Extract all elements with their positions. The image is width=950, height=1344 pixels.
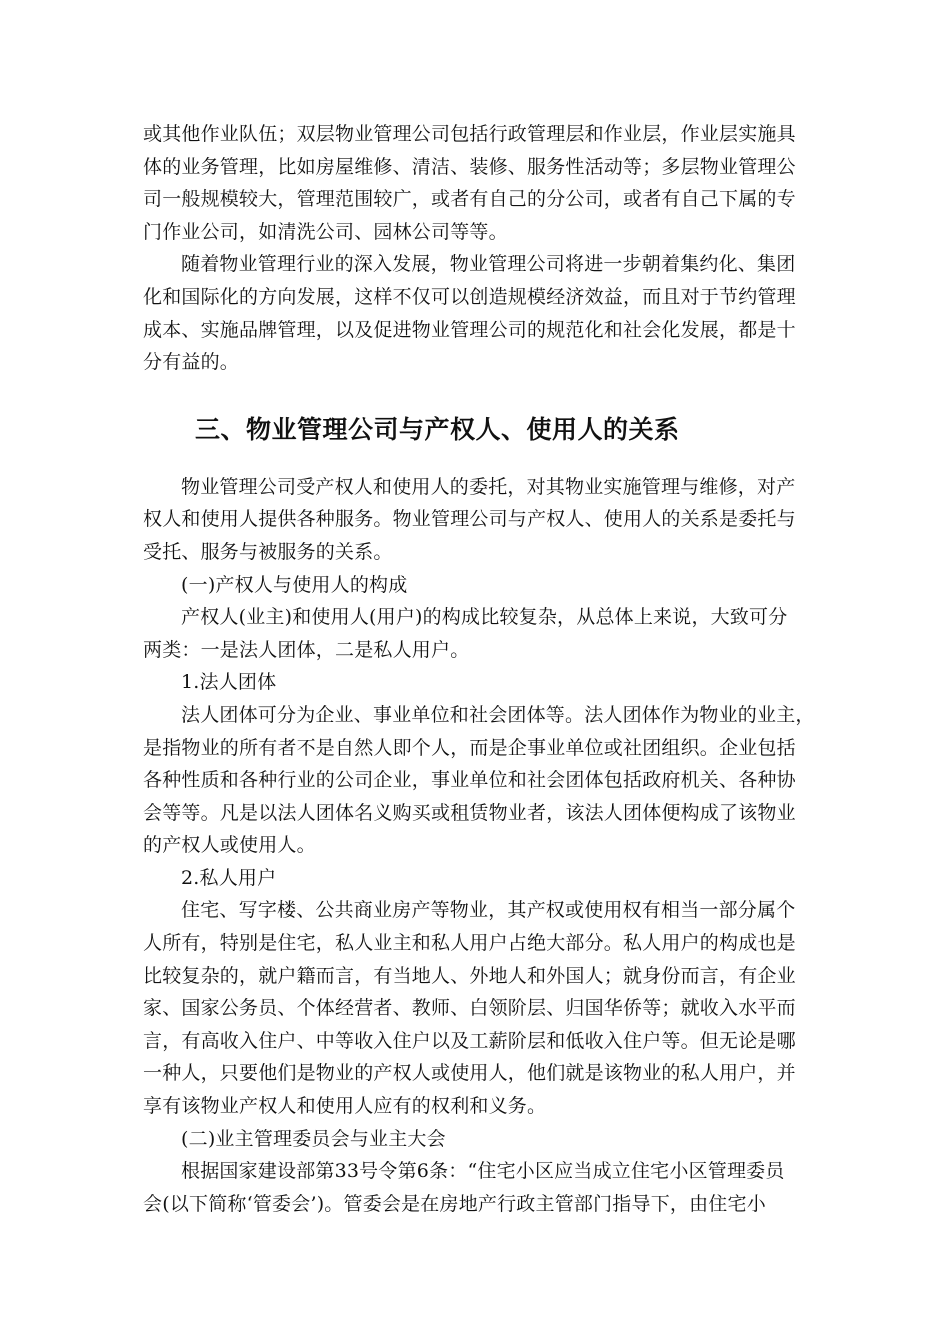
paragraph (143, 894, 813, 1122)
text-line: 比较复杂的，就户籍而言，有当地人、外地人和外国人；就身份而言，有企业 (143, 964, 796, 987)
document-page (143, 118, 813, 1220)
text-line: 成本、实施品牌管理，以及促进物业管理公司的规范化和社会化发展，都是十 (143, 318, 796, 341)
text-line: 物业管理公司受产权人和使用人的委托，对其物业实施管理与维修，对产 (181, 475, 796, 498)
text-line: 人所有，特别是住宅，私人业主和私人用户占绝大部分。私人用户的构成也是 (143, 932, 796, 955)
text-line: 体的业务管理，比如房屋维修、清洁、装修、服务性活动等；多层物业管理公 (143, 155, 796, 178)
text-line: 法人团体可分为企业、事业单位和社会团体等。法人团体作为物业的业主， (181, 703, 815, 726)
text-line: 言，有高收入住户、中等收入住户以及工薪阶层和低收入住户等。但无论是哪 (143, 1029, 796, 1052)
text-line: 会等等。凡是以法人团体名义购买或租赁物业者，该法人团体便构成了该物业 (143, 801, 796, 824)
text-line: 2.私人用户 (181, 866, 277, 889)
text-line: 1.法人团体 (181, 671, 277, 694)
text-line: 或其他作业队伍；双层物业管理公司包括行政管理层和作业层，作业层实施具 (143, 123, 796, 145)
text-line: 司一般规模较大，管理范围较广，或者有自己的分公司，或者有自己下属的专 (143, 188, 796, 211)
text-line: 产权人(业主)和使用人(用户)的构成比较复杂，从总体上来说，大致可分 (181, 606, 788, 629)
text-line: 门作业公司，如清洗公司、园林公司等等。 (143, 220, 508, 243)
paragraph (143, 1155, 813, 1220)
subheading (143, 862, 813, 895)
subheading (143, 569, 813, 602)
text-line: 的产权人或使用人。 (143, 834, 316, 857)
paragraph (143, 699, 813, 862)
section-heading: 三、物业管理公司与产权人、使用人的关系 (195, 414, 680, 444)
text-line: 享有该物业产权人和使用人应有的权利和义务。 (143, 1095, 547, 1118)
paragraph (143, 248, 813, 378)
text-line: (二)业主管理委员会与业主大会 (181, 1127, 446, 1150)
text-line: 随着物业管理行业的深入发展，物业管理公司将进一步朝着集约化、集团 (181, 253, 796, 276)
paragraph (143, 471, 813, 569)
text-line: 化和国际化的方向发展，这样不仅可以创造规模经济效益，而且对于节约管理 (143, 285, 796, 308)
text-line: 分有益的。 (143, 351, 240, 374)
text-line: 会(以下简称‘管委会’)。管委会是在房地产行政主管部门指导下，由住宅小 (143, 1192, 766, 1215)
text-line: 是指物业的所有者不是自然人即个人，而是企事业单位或社团组织。企业包括 (143, 736, 796, 759)
text-line: 权人和使用人提供各种服务。物业管理公司与产权人、使用人的关系是委托与 (143, 508, 796, 531)
text-line: 根据国家建设部第33号令第6条：“住宅小区应当成立住宅小区管理委员 (181, 1160, 785, 1183)
paragraph (143, 118, 813, 248)
paragraph (143, 601, 813, 666)
subheading (143, 1123, 813, 1156)
subheading (143, 666, 813, 699)
text-line: 家、国家公务员、个体经营者、教师、白领阶层、归国华侨等；就收入水平而 (143, 997, 796, 1020)
text-line: 住宅、写字楼、公共商业房产等物业，其产权或使用权有相当一部分属个 (181, 899, 796, 922)
text-line: (一)产权人与使用人的构成 (181, 573, 408, 596)
text-line: 两类：一是法人团体，二是私人用户。 (143, 638, 470, 661)
text-line: 一种人，只要他们是物业的产权人或使用人，他们就是该物业的私人用户，并 (143, 1062, 796, 1085)
text-line: 各种性质和各种行业的公司企业，事业单位和社会团体包括政府机关、各种协 (143, 769, 796, 792)
text-line: 受托、服务与被服务的关系。 (143, 540, 393, 563)
